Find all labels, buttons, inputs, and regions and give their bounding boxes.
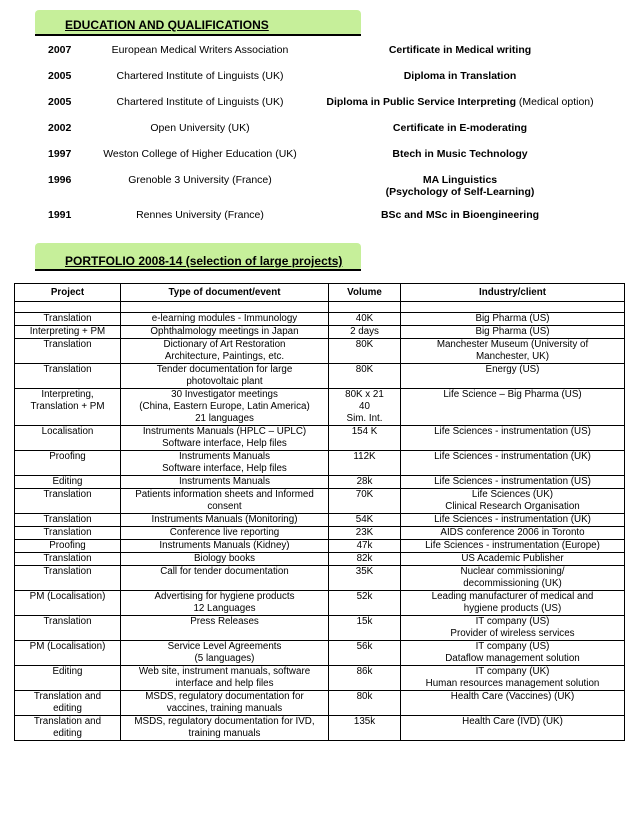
education-year: 2002 <box>48 122 72 134</box>
qualification-title: Certificate in E-moderating <box>392 122 528 134</box>
cell-client: Big Pharma (US) <box>401 313 625 326</box>
cell-volume: 86k <box>329 666 401 691</box>
cell-project: PM (Localisation) <box>15 591 121 616</box>
cell-volume: 47k <box>329 540 401 553</box>
education-qualification <box>300 209 620 221</box>
cell-client: Life Sciences - instrumentation (US) <box>401 426 625 451</box>
cell-project: Proofing <box>15 540 121 553</box>
cell-volume: 40K <box>329 313 401 326</box>
cell-client: Manchester Museum (University of Manchester, UK) <box>401 339 625 364</box>
cell-document-type: Ophthalmology meetings in Japan <box>121 326 329 339</box>
cell-project: Translation <box>15 566 121 591</box>
blank-cell <box>401 302 625 313</box>
cell-volume: 70K <box>329 489 401 514</box>
qualification-title: Btech in Music Technology <box>392 148 528 160</box>
portfolio-table <box>14 283 625 741</box>
cell-document-type: Patients information sheets and Informed consent <box>121 489 329 514</box>
cell-client: Life Sciences (UK) Clinical Research Organisation <box>401 489 625 514</box>
cell-project: Translation <box>15 514 121 527</box>
cell-project: Translation and editing <box>15 716 121 741</box>
cell-client: Life Sciences - instrumentation (Europe) <box>401 540 625 553</box>
table-row <box>15 326 625 339</box>
table-row <box>15 489 625 514</box>
education-row <box>0 70 638 96</box>
cell-document-type: Advertising for hygiene products 12 Languages <box>121 591 329 616</box>
table-row <box>15 389 625 426</box>
table-row <box>15 313 625 326</box>
cell-project: Interpreting, Translation + PM <box>15 389 121 426</box>
education-row <box>0 209 638 235</box>
table-row <box>15 540 625 553</box>
table-row <box>15 691 625 716</box>
table-row <box>15 426 625 451</box>
table-row <box>15 716 625 741</box>
education-qualification <box>300 122 620 134</box>
qualification-title: Diploma in Translation <box>403 70 517 82</box>
education-institution: Chartered Institute of Linguists (UK) <box>116 96 284 108</box>
cell-volume: 80K x 21 40 Sim. Int. <box>329 389 401 426</box>
education-qualification <box>300 44 620 56</box>
blank-row <box>15 302 625 313</box>
cell-document-type: Web site, instrument manuals, software interface and help files <box>121 666 329 691</box>
portfolio-header-row <box>15 284 625 302</box>
cell-client: Life Science – Big Pharma (US) <box>401 389 625 426</box>
education-row <box>0 148 638 174</box>
education-row <box>0 122 638 148</box>
cell-document-type: Biology books <box>121 553 329 566</box>
cell-project: Translation <box>15 553 121 566</box>
education-institution: Rennes University (France) <box>136 209 264 221</box>
cell-client: Energy (US) <box>401 364 625 389</box>
cell-volume: 154 K <box>329 426 401 451</box>
portfolio-section-header <box>35 243 361 271</box>
blank-cell <box>15 302 121 313</box>
column-header-client: Industry/client <box>401 284 625 302</box>
cell-volume: 80k <box>329 691 401 716</box>
cell-volume: 80K <box>329 339 401 364</box>
cell-project: PM (Localisation) <box>15 641 121 666</box>
cell-project: Editing <box>15 666 121 691</box>
cell-volume: 112K <box>329 451 401 476</box>
cell-document-type: 30 Investigator meetings (China, Eastern Europe, Latin America) 21 languages <box>121 389 329 426</box>
table-row <box>15 591 625 616</box>
education-qualification <box>300 174 620 198</box>
education-year: 2007 <box>48 44 72 56</box>
education-qualification <box>300 148 620 160</box>
cell-document-type: Instruments Manuals (HPLC – UPLC) Software interface, Help files <box>121 426 329 451</box>
table-row <box>15 566 625 591</box>
cell-volume: 135k <box>329 716 401 741</box>
qualification-title: Certificate in Medical writing <box>388 44 532 56</box>
cell-document-type: Conference live reporting <box>121 527 329 540</box>
cell-volume: 15k <box>329 616 401 641</box>
cell-client: US Academic Publisher <box>401 553 625 566</box>
education-institution: Weston College of Higher Education (UK) <box>103 148 297 160</box>
cell-client: IT company (US) Provider of wireless services <box>401 616 625 641</box>
cell-client: AIDS conference 2006 in Toronto <box>401 527 625 540</box>
cell-volume: 82k <box>329 553 401 566</box>
cell-volume: 54K <box>329 514 401 527</box>
cell-volume: 52k <box>329 591 401 616</box>
cell-document-type: MSDS, regulatory documentation for vaccines, training manuals <box>121 691 329 716</box>
education-qualification <box>300 70 620 82</box>
cell-document-type: Service Level Agreements (5 languages) <box>121 641 329 666</box>
table-row <box>15 666 625 691</box>
cell-project: Localisation <box>15 426 121 451</box>
education-year: 2005 <box>48 96 72 108</box>
education-row <box>0 44 638 70</box>
column-header-type: Type of document/event <box>121 284 329 302</box>
cell-project: Translation <box>15 339 121 364</box>
cell-document-type: Instruments Manuals (Kidney) <box>121 540 329 553</box>
cell-volume: 56k <box>329 641 401 666</box>
cell-client: Life Sciences - instrumentation (UK) <box>401 514 625 527</box>
education-qualification <box>300 96 620 108</box>
qualification-note: (Medical option) <box>516 96 594 108</box>
cell-project: Editing <box>15 476 121 489</box>
cell-volume: 2 days <box>329 326 401 339</box>
table-row <box>15 476 625 489</box>
cell-document-type: MSDS, regulatory documentation for IVD, training manuals <box>121 716 329 741</box>
education-section-header <box>35 10 361 36</box>
cell-project: Translation <box>15 364 121 389</box>
cell-client: Leading manufacturer of medical and hygiene products (US) <box>401 591 625 616</box>
cell-document-type: Tender documentation for large photovoltaic plant <box>121 364 329 389</box>
cell-document-type: Instruments Manuals <box>121 476 329 489</box>
portfolio-heading-rule <box>35 269 361 271</box>
cell-volume: 23K <box>329 527 401 540</box>
qualification-title: BSc and MSc in Bioengineering <box>380 209 540 221</box>
cell-document-type: Instruments Manuals (Monitoring) <box>121 514 329 527</box>
qualification-subtitle: (Psychology of Self-Learning) <box>385 186 535 198</box>
education-year: 1996 <box>48 174 72 186</box>
cell-client: IT company (UK) Human resources management solution <box>401 666 625 691</box>
table-row <box>15 616 625 641</box>
cell-document-type: Call for tender documentation <box>121 566 329 591</box>
cell-project: Translation <box>15 489 121 514</box>
table-row <box>15 514 625 527</box>
column-header-project: Project <box>15 284 121 302</box>
cell-client: Health Care (IVD) (UK) <box>401 716 625 741</box>
cell-project: Interpreting + PM <box>15 326 121 339</box>
cell-client: Life Sciences - instrumentation (US) <box>401 476 625 489</box>
education-year: 1991 <box>48 209 72 221</box>
table-row <box>15 527 625 540</box>
table-row <box>15 451 625 476</box>
education-year: 1997 <box>48 148 72 160</box>
education-institution: Chartered Institute of Linguists (UK) <box>116 70 284 82</box>
cell-project: Translation <box>15 313 121 326</box>
cell-project: Proofing <box>15 451 121 476</box>
cell-document-type: Instruments Manuals Software interface, Help files <box>121 451 329 476</box>
education-row <box>0 174 638 209</box>
table-row <box>15 364 625 389</box>
cell-client: Life Sciences - instrumentation (UK) <box>401 451 625 476</box>
education-heading-rule <box>35 34 361 36</box>
table-row <box>15 553 625 566</box>
education-institution: European Medical Writers Association <box>111 44 289 56</box>
cell-client: Big Pharma (US) <box>401 326 625 339</box>
education-institution: Open University (UK) <box>150 122 250 134</box>
education-row <box>0 96 638 122</box>
cell-volume: 28k <box>329 476 401 489</box>
portfolio-heading: PORTFOLIO 2008-14 (selection of large projects) <box>65 254 343 268</box>
blank-cell <box>121 302 329 313</box>
cell-document-type: e-learning modules - Immunology <box>121 313 329 326</box>
table-row <box>15 339 625 364</box>
table-row <box>15 641 625 666</box>
cell-document-type: Press Releases <box>121 616 329 641</box>
education-institution: Grenoble 3 University (France) <box>128 174 272 186</box>
column-header-volume: Volume <box>329 284 401 302</box>
cell-client: IT company (US) Dataflow management solution <box>401 641 625 666</box>
cell-volume: 35K <box>329 566 401 591</box>
cell-client: Nuclear commissioning/ decommissioning (UK) <box>401 566 625 591</box>
education-list <box>0 44 638 235</box>
blank-cell <box>329 302 401 313</box>
education-heading: EDUCATION AND QUALIFICATIONS <box>65 18 269 32</box>
education-year: 2005 <box>48 70 72 82</box>
cell-project: Translation <box>15 616 121 641</box>
cell-volume: 80K <box>329 364 401 389</box>
cell-project: Translation and editing <box>15 691 121 716</box>
qualification-title: Diploma in Public Service Interpreting <box>326 96 516 108</box>
cell-document-type: Dictionary of Art Restoration Architecture, Paintings, etc. <box>121 339 329 364</box>
qualification-title: MA Linguistics <box>422 174 498 186</box>
cell-client: Health Care (Vaccines) (UK) <box>401 691 625 716</box>
cell-project: Translation <box>15 527 121 540</box>
